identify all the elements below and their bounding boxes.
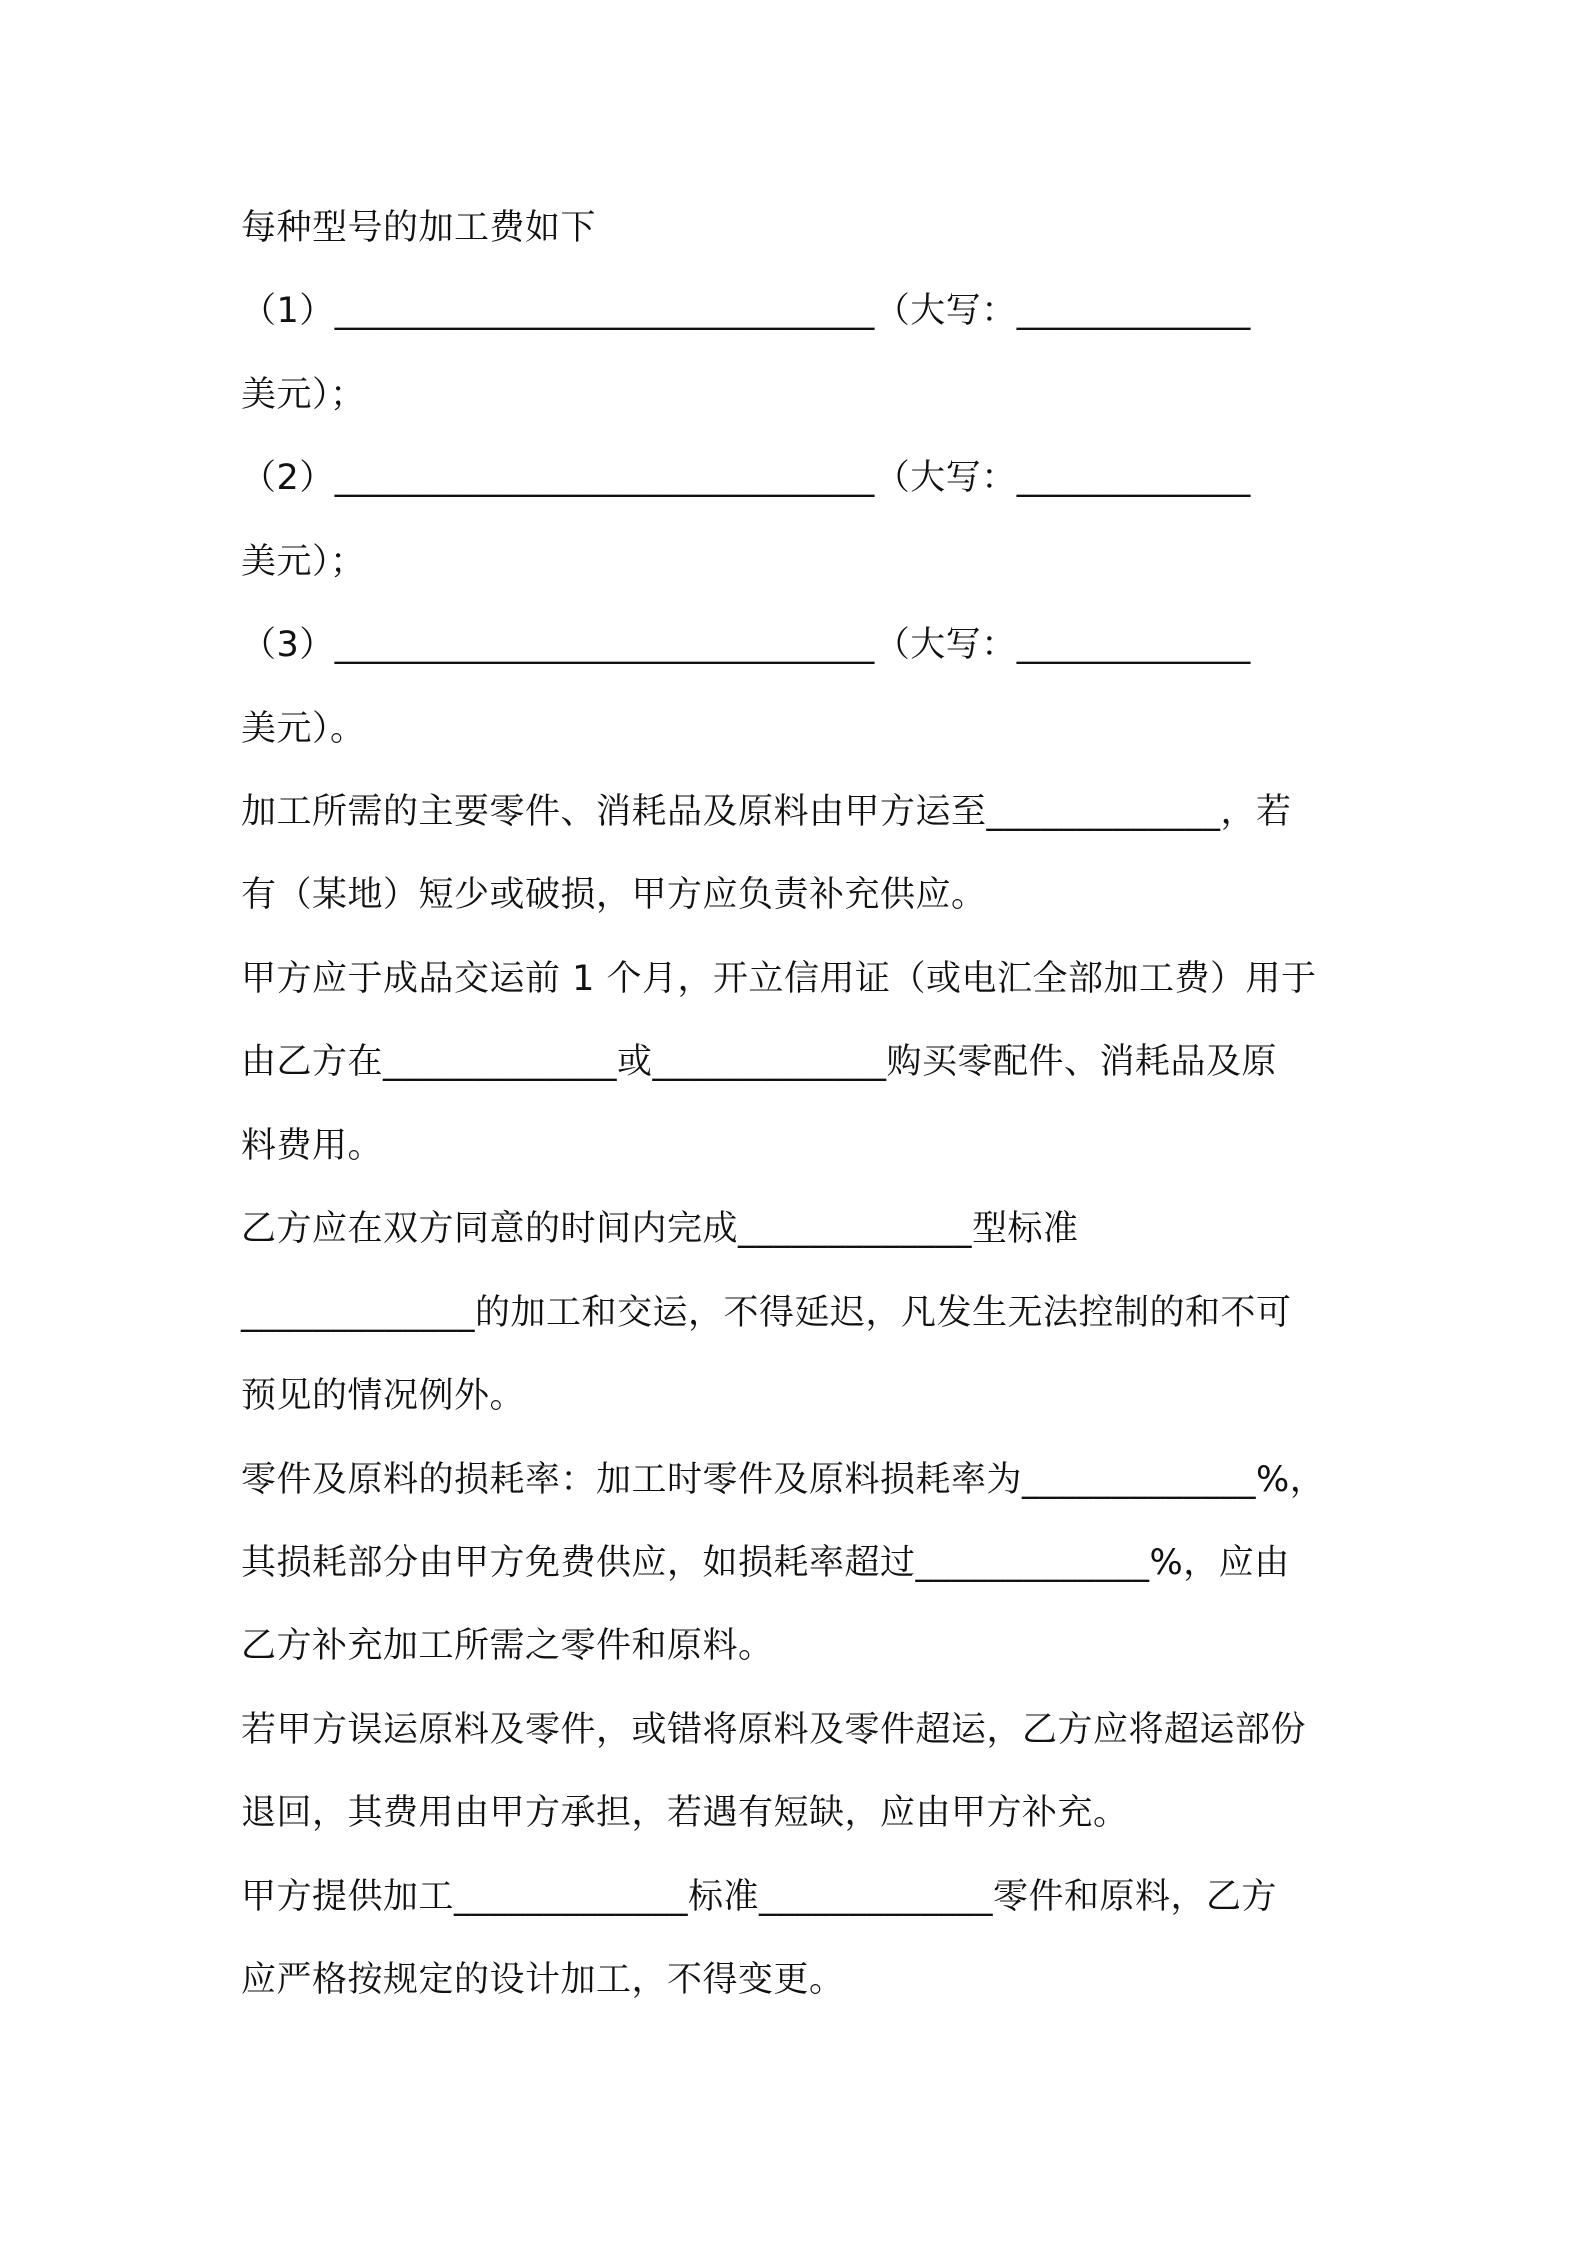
delivery-paragraph-line-2: _____________的加工和交运，不得延迟，凡发生无法控制的和不可 xyxy=(241,1293,1292,1333)
fee-item-2-unit: 美元）； xyxy=(241,542,366,582)
delivery-paragraph-line-3: 预见的情况例外。 xyxy=(241,1376,526,1416)
return-paragraph-line-1: 若甲方误运原料及零件，或错将原料及零件超运，乙方应将超运部份 xyxy=(241,1710,1307,1750)
loss-rate-paragraph-line-3: 乙方补充加工所需之零件和原料。 xyxy=(241,1626,774,1666)
loss-rate-paragraph-line-1: 零件及原料的损耗率：加工时零件及原料损耗率为_____________%， xyxy=(241,1460,1326,1500)
fee-heading: 每种型号的加工费如下 xyxy=(241,208,597,248)
return-paragraph-line-2: 退回，其费用由甲方承担，若遇有短缺，应由甲方补充。 xyxy=(241,1793,1129,1833)
credit-paragraph-line-1: 甲方应于成品交运前 1 个月，开立信用证（或电汇全部加工费）用于 xyxy=(241,959,1317,999)
design-paragraph-line-2: 应严格按规定的设计加工，不得变更。 xyxy=(241,1960,845,2000)
materials-paragraph-line-1: 加工所需的主要零件、消耗品及原料由甲方运至_____________，若 xyxy=(241,792,1292,832)
fee-item-1: （1）______________________________（大写：_____________ xyxy=(241,291,1251,331)
design-paragraph-line-1: 甲方提供加工_____________标准_____________零件和原料，乙方 xyxy=(241,1877,1278,1917)
fee-item-2: （2）______________________________（大写：_____________ xyxy=(241,458,1251,498)
delivery-paragraph-line-1: 乙方应在双方同意的时间内完成_____________型标准 xyxy=(241,1209,1079,1249)
materials-paragraph-line-2: 有（某地）短少或破损，甲方应负责补充供应。 xyxy=(241,875,987,915)
loss-rate-paragraph-line-2: 其损耗部分由甲方免费供应，如损耗率超过_____________%，应由 xyxy=(241,1543,1290,1583)
credit-paragraph-line-3: 料费用。 xyxy=(241,1126,384,1166)
fee-item-3-unit: 美元）。 xyxy=(241,709,366,749)
fee-item-3: （3）______________________________（大写：_____________ xyxy=(241,625,1251,665)
fee-item-1-unit: 美元）； xyxy=(241,375,366,415)
credit-paragraph-line-2: 由乙方在_____________或_____________购买零配件、消耗品及原 xyxy=(241,1042,1278,1082)
